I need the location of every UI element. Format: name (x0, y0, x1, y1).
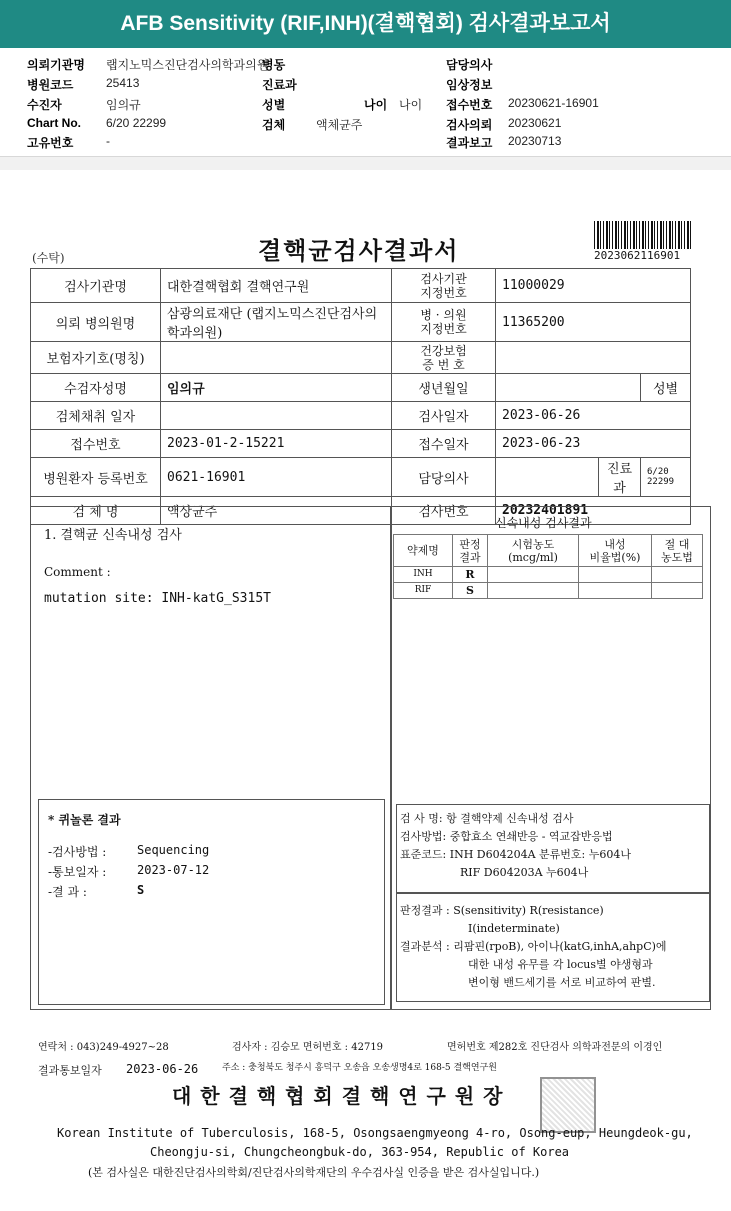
report-date-label: 결과보고 (446, 136, 493, 150)
age-value: 나이 (399, 98, 423, 112)
drug-cell: RIF (394, 583, 453, 599)
m4-value: RIF D604203A 누604나 (460, 866, 589, 879)
req-org-value: 랩지노믹스진단검사의학과의원 (106, 58, 269, 72)
receipt-value: 20230621-16901 (508, 96, 599, 110)
j2c-value: 변이형 밴드세기를 서로 비교하여 판별. (468, 976, 656, 989)
health-label: 건강보험 증 번 호 (392, 342, 496, 374)
patient-value: 임의규 (106, 98, 141, 112)
inst-no-value: 11000029 (496, 269, 691, 303)
tester: 검사자 : 김승모 면허번호 : 42719 (232, 1042, 384, 1053)
official-seal-stamp (540, 1077, 596, 1133)
contact: 연락처 : 043)249-4927~28 (38, 1042, 169, 1053)
hosp-code-label: 병원코드 (27, 78, 74, 92)
inst-value: 대한결핵협회 결핵연구원 (161, 269, 392, 303)
receipt-date-value: 2023-06-23 (496, 430, 691, 458)
hosp-reg-label: 병원환자 등록번호 (31, 458, 161, 497)
notify-date: 2023-06-26 (126, 1062, 199, 1076)
left-heading: 1. 결핵균 신속내성 검사 (44, 528, 182, 543)
insured-value (161, 342, 392, 374)
birth-value (496, 374, 641, 402)
test-no-value: 20232401891 (496, 497, 691, 525)
suttak-label: (수탁) (32, 251, 65, 265)
j1-value: S(sensitivity) R(resistance) (453, 904, 604, 917)
dept-label: 진료과 (262, 78, 297, 92)
name-label: 수검자성명 (31, 374, 161, 402)
id-label: 고유번호 (27, 136, 74, 150)
notify-label: -통보일자 : (48, 865, 107, 879)
test-date-label: 검사일자 (392, 402, 496, 430)
specimen-label: 검 체 명 (31, 497, 161, 525)
patient-label: 수진자 (27, 98, 62, 112)
receipt-date-label: 접수일자 (392, 430, 496, 458)
test-date-value: 2023-06-26 (496, 402, 691, 430)
dept-label: 진료과 (599, 458, 641, 497)
report-title: AFB Sensitivity (RIF,INH)(결핵협회) 검사결과보고서 (0, 0, 731, 48)
address: 주소 : 충청북도 청주시 흥덕구 오송읍 오송생명4로 168-5 결핵연구원 (222, 1063, 497, 1073)
col-judge: 판정 결과 (453, 535, 488, 567)
m1-label: 검 사 명: (400, 812, 443, 825)
separator-band (0, 156, 731, 171)
collect-value (161, 402, 392, 430)
age-label: 나이 (364, 98, 388, 112)
insured-label: 보험자기호(명칭) (31, 342, 161, 374)
inst-no-label: 검사기관 지정번호 (392, 269, 496, 303)
conc-cell (488, 583, 579, 599)
drug-cell: INH (394, 567, 453, 583)
receipt-value: 2023-01-2-15221 (161, 430, 392, 458)
conc-cell (488, 567, 579, 583)
inst-label: 검사기관명 (31, 269, 161, 303)
accreditation-note: (본 검사실은 대한진단검사의학회/진단검사의학재단의 우수검사실 인증을 받은 검사실입니다.) (88, 1166, 540, 1179)
hosp-code-value: 25413 (106, 76, 140, 90)
m3-label: 표준코드: (400, 848, 447, 861)
collect-label: 검체채취 일자 (31, 402, 161, 430)
result-label: -결 과 : (48, 885, 87, 899)
ratio-cell (579, 567, 652, 583)
req-date-value: 20230621 (508, 116, 562, 130)
hosp-no-value: 11365200 (496, 303, 691, 342)
institute-kr: 대 한 결 핵 협 회 결 핵 연 구 원 장 (172, 1084, 504, 1108)
ward-label: 병동 (262, 58, 286, 72)
right-heading: 신속내성 검사결과 (495, 516, 592, 530)
hosp-reg-value: 0621-16901 (161, 458, 392, 497)
mutation-text: mutation site: INH-katG_S315T (44, 591, 271, 606)
notify-date-label: 결과통보일자 (38, 1064, 102, 1077)
judge-cell: S (453, 583, 488, 599)
notify-value: 2023-07-12 (137, 863, 210, 877)
m3-value: INH D604204A 분류번호: 누604나 (449, 848, 631, 861)
clinical-label: 임상정보 (446, 78, 493, 92)
specimen-label: 검체 (262, 118, 286, 132)
sensitivity-table-wrap (393, 534, 703, 599)
specimen-value: 액상균주 (161, 497, 392, 525)
doctor-label: 담당의사 (392, 458, 496, 497)
col-abs: 절 대 농도법 (652, 535, 703, 567)
table-row (394, 567, 703, 583)
name-value: 임의규 (161, 374, 392, 402)
sex-label: 성별 (641, 374, 691, 402)
doc-title: 결핵균검사결과서 (258, 236, 460, 265)
specimen-value: 액체균주 (316, 118, 363, 132)
j1b-value: I(indeterminate) (468, 922, 560, 935)
birth-label: 생년월일 (392, 374, 496, 402)
hosp-no-label: 병 · 의원 지정번호 (392, 303, 496, 342)
col-ratio: 내성 비율법(%) (579, 535, 652, 567)
judge-cell: R (453, 567, 488, 583)
m2-value: 중합효소 연쇄반응 - 역교잡반응법 (449, 830, 613, 843)
receipt-label: 접수번호 (446, 98, 493, 112)
sensitivity-table (393, 534, 703, 599)
patient-info-table (30, 268, 691, 525)
chart-label: Chart No. (27, 116, 81, 130)
sex-label: 성별 (262, 98, 286, 112)
comment-label: Comment : (44, 565, 111, 579)
method-text (400, 810, 631, 882)
dept-value: 6/20 22299 (641, 458, 691, 497)
health-value (496, 342, 691, 374)
method-value: Sequencing (137, 843, 210, 857)
j2-label: 결과분석 : (400, 940, 450, 953)
req-org-label: 의뢰기관명 (27, 58, 85, 72)
chart-value: 6/20 22299 (106, 116, 167, 130)
judgment-text (400, 902, 667, 992)
m2-label: 검사방법: (400, 830, 447, 843)
m1-value: 항 결핵약제 신속내성 검사 (446, 812, 574, 825)
col-drug: 약제명 (394, 535, 453, 567)
method-label: -검사방법 : (48, 845, 107, 859)
col-conc: 시험농도 (mcg/ml) (488, 535, 579, 567)
quinolone-heading: * 퀴놀론 결과 (48, 813, 121, 827)
req-date-label: 검사의뢰 (446, 118, 493, 132)
ratio-cell (579, 583, 652, 599)
report-date-value: 20230713 (508, 134, 562, 148)
j2-value: 리팜핀(rpoB), 아이나(katG,inhA,ahpC)에 (453, 940, 667, 953)
doctor-label: 담당의사 (446, 58, 493, 72)
id-value: - (106, 134, 110, 148)
table-row (394, 583, 703, 599)
institute-en2: Cheongju-si, Chungcheongbuk-do, 363-954, Republic of Korea (150, 1145, 570, 1159)
receipt-label: 접수번호 (31, 430, 161, 458)
test-no-label: 검사번호 (392, 497, 496, 525)
barcode-number: 2023062116901 (594, 249, 681, 262)
doctor-value (496, 458, 599, 497)
abs-cell (652, 583, 703, 599)
barcode (594, 221, 692, 249)
j1-label: 판정결과 : (400, 904, 450, 917)
institute-en1: Korean Institute of Tuberculosis, 168-5, Osongsaengmyeong 4-ro, Osong-eup, Heungdeok-gu, (57, 1126, 693, 1140)
abs-cell (652, 567, 703, 583)
result-value: S (137, 883, 145, 897)
license: 면허번호 제282호 진단검사 의학과전문의 이경인 (447, 1042, 663, 1053)
quinolone-box (38, 799, 385, 1005)
req-hosp-value: 삼광의료재단 (랩지노믹스진단검사의학과의원) (161, 303, 392, 342)
req-hosp-label: 의뢰 병의원명 (31, 303, 161, 342)
j2b-value: 대한 내성 유무를 각 locus별 야생형과 (468, 958, 653, 971)
